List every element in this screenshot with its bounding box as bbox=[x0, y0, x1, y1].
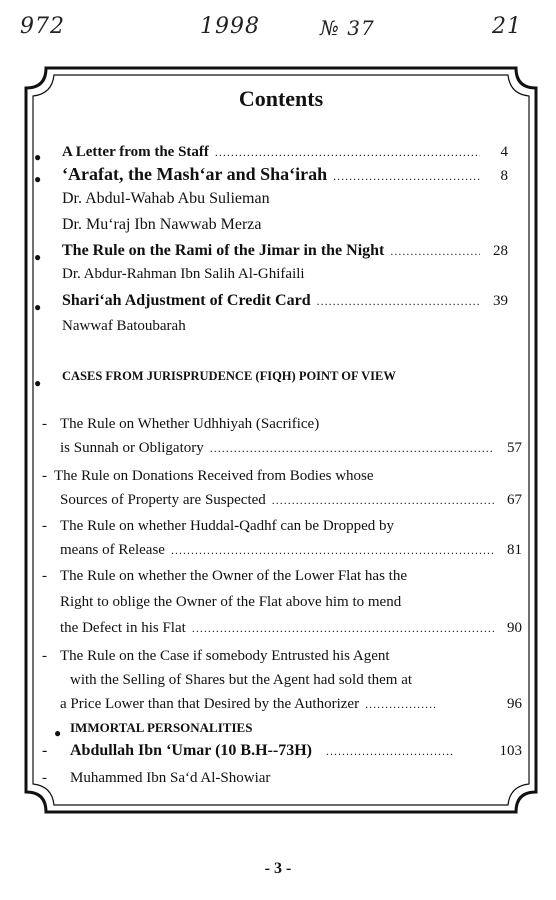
toc-page-number: 28 bbox=[493, 243, 508, 259]
toc-entry-title: Abdullah Ibn ‘Umar (10 B.H--73H) bbox=[70, 742, 312, 759]
section-heading-cases: CASES FROM JURISPRUDENCE (FIQH) POINT OF VIEW bbox=[62, 369, 396, 383]
dash-marker: - bbox=[42, 770, 47, 786]
case-line: The Rule on whether Huddal-Qadhf can be Dropped by bbox=[60, 518, 395, 534]
case-line: The Rule on Donations Received from Bodies whose bbox=[54, 468, 374, 484]
contents-page bbox=[24, 66, 538, 814]
dash-marker: - bbox=[42, 518, 47, 534]
leader-dots bbox=[365, 697, 435, 712]
toc-page-number: 4 bbox=[500, 144, 508, 160]
leader-dots bbox=[215, 145, 480, 160]
toc-author: Nawwaf Batoubarah bbox=[62, 318, 186, 334]
toc-entry[interactable] bbox=[60, 542, 522, 559]
toc-author: Dr. Abdul-Wahab Abu Sulieman bbox=[62, 190, 270, 207]
leader-dots bbox=[390, 244, 480, 259]
bullet-icon: ● bbox=[34, 376, 42, 390]
toc-entry[interactable] bbox=[60, 620, 522, 637]
bullet-icon: ● bbox=[34, 172, 42, 186]
toc-entry[interactable] bbox=[70, 742, 522, 760]
toc-entry[interactable] bbox=[60, 492, 522, 509]
toc-author: Muhammed Ibn Sa‘d Al-Showiar bbox=[70, 770, 271, 786]
dash-marker: - bbox=[42, 742, 48, 759]
toc-entry[interactable] bbox=[60, 440, 522, 457]
handwritten-note-1: 972 bbox=[20, 14, 65, 39]
dash-marker: - bbox=[42, 416, 47, 432]
handwritten-note-4: 21 bbox=[492, 14, 522, 39]
toc-page-number: 39 bbox=[493, 293, 508, 309]
leader-dots bbox=[333, 169, 480, 184]
leader-dots bbox=[210, 441, 494, 456]
toc-page-number: 57 bbox=[507, 440, 522, 456]
leader-dots bbox=[171, 543, 494, 558]
case-line: Right to oblige the Owner of the Flat above him to mend bbox=[60, 594, 402, 610]
handwritten-note-3: № 37 bbox=[320, 16, 375, 40]
toc-entry[interactable] bbox=[62, 144, 508, 161]
leader-dots bbox=[272, 493, 494, 508]
toc-page-number: 96 bbox=[507, 696, 522, 712]
toc-entry[interactable] bbox=[62, 242, 508, 260]
case-line: the Defect in his Flat bbox=[60, 620, 186, 636]
toc-entry[interactable] bbox=[60, 696, 522, 713]
case-line: Sources of Property are Suspected bbox=[60, 492, 266, 508]
bullet-icon: ● bbox=[34, 250, 42, 264]
case-line: a Price Lower than that Desired by the Authorizer bbox=[60, 696, 360, 712]
bullet-icon: ● bbox=[54, 726, 62, 740]
toc-page-number: 81 bbox=[507, 542, 522, 558]
toc-author: Dr. Abdur-Rahman Ibn Salih Al-Ghifaili bbox=[62, 266, 305, 282]
case-line: The Rule on Whether Udhhiyah (Sacrifice) bbox=[60, 416, 320, 432]
toc-entry-title: A Letter from the Staff bbox=[62, 144, 209, 160]
case-line: The Rule on the Case if somebody Entrusted his Agent bbox=[60, 648, 390, 664]
toc-page-number: 8 bbox=[500, 168, 508, 184]
toc-page-number: 103 bbox=[499, 743, 522, 759]
leader-dots bbox=[317, 294, 480, 309]
handwritten-note-2: 1998 bbox=[200, 14, 260, 39]
dash-marker: - bbox=[42, 568, 47, 584]
toc-entry-title: ‘Arafat, the Mash‘ar and Sha‘irah bbox=[62, 164, 328, 184]
toc-author: Dr. Mu‘raj Ibn Nawwab Merza bbox=[62, 216, 262, 233]
dash-marker: - bbox=[42, 468, 47, 484]
toc-entry[interactable] bbox=[62, 292, 508, 310]
case-line: with the Selling of Shares but the Agent had sold them at bbox=[70, 672, 413, 688]
leader-dots bbox=[192, 621, 494, 636]
case-line: The Rule on whether the Owner of the Lower Flat has the bbox=[60, 568, 407, 584]
leader-dots bbox=[326, 744, 454, 759]
section-heading-immortal: IMMORTAL PERSONALITIES bbox=[70, 720, 253, 735]
bullet-icon: ● bbox=[34, 150, 42, 164]
toc-entry-title: Shari‘ah Adjustment of Credit Card bbox=[62, 292, 311, 309]
bullet-icon: ● bbox=[34, 300, 42, 314]
dash-marker: - bbox=[42, 648, 47, 664]
page-title: Contents bbox=[238, 86, 324, 111]
toc-entry-title: The Rule on the Rami of the Jimar in the Night bbox=[62, 242, 385, 259]
case-line: is Sunnah or Obligatory bbox=[60, 440, 204, 456]
toc-entry[interactable] bbox=[62, 164, 508, 185]
page-number-footer: - 3 - bbox=[264, 860, 292, 877]
case-line: means of Release bbox=[60, 542, 165, 558]
toc-page-number: 90 bbox=[507, 620, 522, 636]
toc-page-number: 67 bbox=[507, 492, 522, 508]
